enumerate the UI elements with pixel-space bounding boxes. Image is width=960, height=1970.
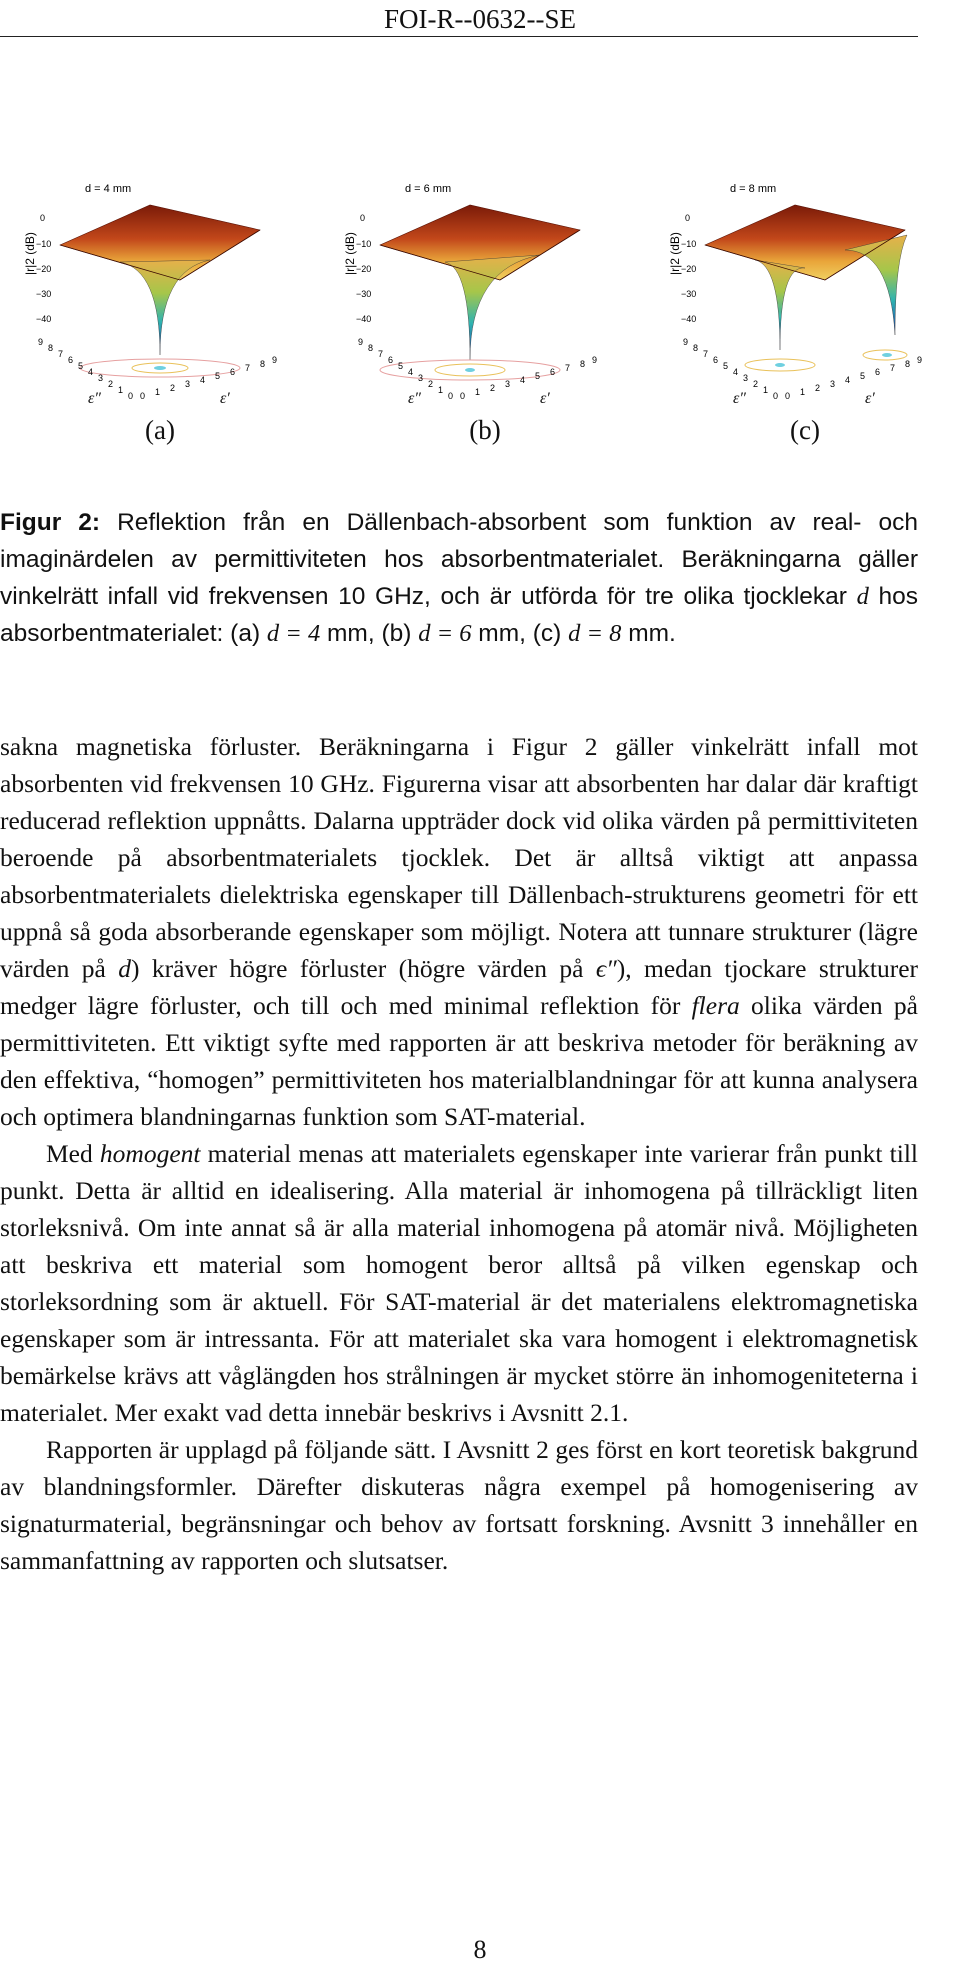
dip-spike [755, 260, 805, 350]
eps-real-ticks [785, 355, 922, 400]
eps-imag-axis-label: ε″ [733, 390, 746, 407]
svg-text:3: 3 [505, 379, 511, 389]
svg-text:4: 4 [520, 375, 526, 385]
svg-text:0: 0 [360, 213, 366, 223]
svg-text:7: 7 [58, 349, 64, 359]
svg-text:6: 6 [68, 355, 74, 365]
eps-real-axis-label: ε′ [865, 390, 875, 407]
svg-text:8: 8 [905, 359, 911, 369]
svg-text:8: 8 [48, 343, 54, 353]
plot-title: d = 6 mm [405, 183, 452, 195]
figure-c [655, 150, 925, 460]
caption-math: d = 4 [266, 620, 321, 647]
svg-text:−20: −20 [356, 264, 372, 274]
caption-text: mm, (c) [471, 620, 569, 647]
z-tick: −40 [36, 314, 52, 324]
eps-imag-axis-label: ε″ [88, 390, 101, 407]
svg-text:0: 0 [785, 391, 791, 400]
svg-text:1: 1 [475, 387, 481, 397]
eps-imag-axis-label: ε″ [408, 390, 421, 407]
contour-center [882, 353, 892, 357]
svg-text:1: 1 [118, 385, 124, 395]
z-tick: −20 [36, 264, 52, 274]
caption-text: hos absorbentmaterialet: (a) [0, 583, 919, 647]
subfigure-label-c: (c) [790, 415, 820, 445]
figure-b [330, 150, 600, 460]
header-rule [0, 36, 918, 37]
svg-text:4: 4 [733, 367, 739, 377]
svg-text:9: 9 [917, 355, 923, 365]
svg-text:−40: −40 [681, 314, 697, 324]
svg-text:3: 3 [743, 373, 749, 383]
caption-math: d = 6 [418, 620, 472, 647]
svg-text:6: 6 [388, 355, 394, 365]
surface [705, 205, 905, 280]
svg-text:6: 6 [875, 367, 881, 377]
svg-text:4: 4 [408, 367, 414, 377]
figure-caption [0, 504, 918, 652]
svg-text:2: 2 [108, 379, 114, 389]
svg-text:4: 4 [845, 375, 851, 385]
svg-text:7: 7 [890, 363, 896, 373]
svg-text:2: 2 [815, 383, 821, 393]
contour-center [154, 366, 166, 370]
surface-plot-b [330, 150, 600, 400]
plot-title: d = 4 mm [85, 183, 132, 195]
svg-text:−30: −30 [681, 289, 697, 299]
svg-text:0: 0 [460, 391, 466, 400]
svg-text:6: 6 [230, 367, 236, 377]
svg-text:0: 0 [773, 391, 779, 400]
svg-text:5: 5 [860, 371, 866, 381]
svg-text:8: 8 [580, 359, 586, 369]
svg-text:−40: −40 [356, 314, 372, 324]
z-axis-label: |r|2 (dB) [343, 232, 357, 275]
svg-text:0: 0 [128, 391, 134, 400]
svg-text:−10: −10 [356, 239, 372, 249]
svg-text:9: 9 [683, 337, 689, 347]
caption-label: Figur 2: [0, 509, 101, 536]
paragraph: Rapporten är upplagd på följande sätt. I Avsnitt 2 ges först en kort teoretisk bakgrund av blandningsformler. Därefter diskuteras några exempel på homogenisering av signaturmaterial, begränsningar och behov av fortsatt forskning. Avsnitt 3 innehåller en sammanfattning av rapporten och slutsatser. [0, 1435, 918, 1575]
svg-text:9: 9 [38, 337, 44, 347]
svg-text:9: 9 [592, 355, 598, 365]
svg-text:5: 5 [723, 361, 729, 371]
paragraph: Med homogent material menas att materialets egenskaper inte varierar från punkt till punkt. Detta är alltid en idealisering. Alla material är inhomogena på tillräckligt liten storleksnivå. Om inte annat så är alla material inhomogena på atomär nivå. Möjligheten att beskriva ett material som homogent beror alltså på vilken egenskap och storleksordning som är aktuell. För SAT-material är det materialens elektromagnetiska egenskaper som är intressanta. För att materialet ska vara homogent i elektromagnetisk bemärkelse krävs att våglängden hos strålningen är mycket större än inhomogeniteterna i materialet. Mer exakt vad detta innebär beskrivs i Avsnitt 2.1. [0, 1139, 918, 1427]
svg-text:−10: −10 [681, 239, 697, 249]
dip-spike-secondary [845, 235, 907, 335]
paragraph: sakna magnetiska förluster. Beräkningarna i Figur 2 gäller vinkelrätt infall mot absorbenten vid frekvensen 10 GHz. Figurerna visar att absorbenten har dalar där kraftigt reducerad reflektion uppnåtts. Dalarna uppträder dock vid olika värden på permittiviteten beroende på absorbentmaterialets tjocklek. Det är alltså viktigt att anpassa absorbentmaterialets dielektriska egenskaper till Dällenbach-strukturens geometri för ett uppnå så goda absorberande egenskaper som möjligt. Notera att tunnare strukturer (lägre värden på d) kräver högre förluster (högre värden på ϵ″), medan tjockare strukturer medger lägre förluster, och till och med minimal reflektion för flera olika värden på permittiviteten. Ett viktigt syfte med rapporten är att beskriva metoder för beräkning av den effektiva, “homogen” permittiviteten hos materialblandningar för att kunna analysera och optimera blandningarnas funktion som SAT-material. [0, 732, 919, 1131]
z-ticks [36, 213, 51, 324]
contour-center [465, 368, 475, 372]
svg-text:1: 1 [800, 387, 806, 397]
body-text [0, 728, 918, 1579]
surface-plot-c [655, 150, 925, 400]
svg-text:7: 7 [703, 349, 709, 359]
z-axis-label: |r|2 (dB) [23, 232, 37, 275]
svg-text:5: 5 [535, 371, 541, 381]
svg-text:9: 9 [272, 355, 278, 365]
svg-text:9: 9 [358, 337, 364, 347]
svg-text:7: 7 [245, 363, 251, 373]
svg-text:0: 0 [448, 391, 454, 400]
svg-text:2: 2 [490, 383, 496, 393]
z-axis-label: |r|2 (dB) [668, 232, 682, 275]
dip-spike [120, 260, 210, 355]
report-header: FOI-R--0632--SE [384, 4, 576, 34]
subfigure-label-b: (b) [469, 415, 501, 445]
caption-text: Reflektion från en Dällenbach-absorbent som funktion av real- och imaginärdelen av permittiviteten hos absorbentmaterialet. Beräkningarna gäller vinkelrätt infall vid frekvensen 10 GHz, och är utförda för tre olika tjocklekar [0, 509, 918, 610]
svg-text:6: 6 [550, 367, 556, 377]
eps-real-axis-label: ε′ [220, 390, 230, 407]
svg-text:8: 8 [693, 343, 699, 353]
svg-text:7: 7 [378, 349, 384, 359]
eps-imag-ticks [683, 337, 778, 400]
svg-text:3: 3 [98, 373, 104, 383]
svg-text:6: 6 [713, 355, 719, 365]
svg-text:4: 4 [200, 375, 206, 385]
caption-math: d = 8 [568, 620, 622, 647]
svg-text:1: 1 [763, 385, 769, 395]
contour-center [775, 363, 785, 367]
caption-math: d [856, 583, 869, 610]
eps-real-axis-label: ε′ [540, 390, 550, 407]
z-ticks [356, 213, 371, 324]
plot-title: d = 8 mm [730, 183, 777, 195]
z-tick: 0 [40, 213, 46, 223]
svg-text:2: 2 [753, 379, 759, 389]
svg-text:1: 1 [438, 385, 444, 395]
eps-imag-ticks [358, 337, 453, 400]
svg-text:4: 4 [88, 367, 94, 377]
svg-text:−30: −30 [356, 289, 372, 299]
svg-text:0: 0 [140, 391, 146, 400]
svg-text:7: 7 [565, 363, 571, 373]
subfigure-label-a: (a) [145, 415, 175, 445]
svg-text:−20: −20 [681, 264, 697, 274]
z-ticks [681, 213, 696, 324]
caption-text: mm, (b) [320, 620, 419, 647]
svg-text:3: 3 [418, 373, 424, 383]
dip-spike [445, 255, 540, 360]
svg-text:8: 8 [260, 359, 266, 369]
z-tick: −10 [36, 239, 52, 249]
svg-text:2: 2 [170, 383, 176, 393]
surface-plot-a [10, 150, 280, 400]
caption-text: mm. [621, 620, 676, 647]
eps-real-ticks [140, 355, 277, 400]
svg-text:5: 5 [215, 371, 221, 381]
svg-text:5: 5 [398, 361, 404, 371]
svg-text:2: 2 [428, 379, 434, 389]
svg-text:3: 3 [185, 379, 191, 389]
svg-text:3: 3 [830, 379, 836, 389]
svg-text:5: 5 [78, 361, 84, 371]
z-tick: −30 [36, 289, 52, 299]
figure-a [10, 150, 280, 460]
svg-text:8: 8 [368, 343, 374, 353]
eps-imag-ticks [38, 337, 133, 400]
svg-text:1: 1 [155, 387, 161, 397]
svg-text:0: 0 [685, 213, 691, 223]
page-number: 8 [473, 1935, 487, 1964]
